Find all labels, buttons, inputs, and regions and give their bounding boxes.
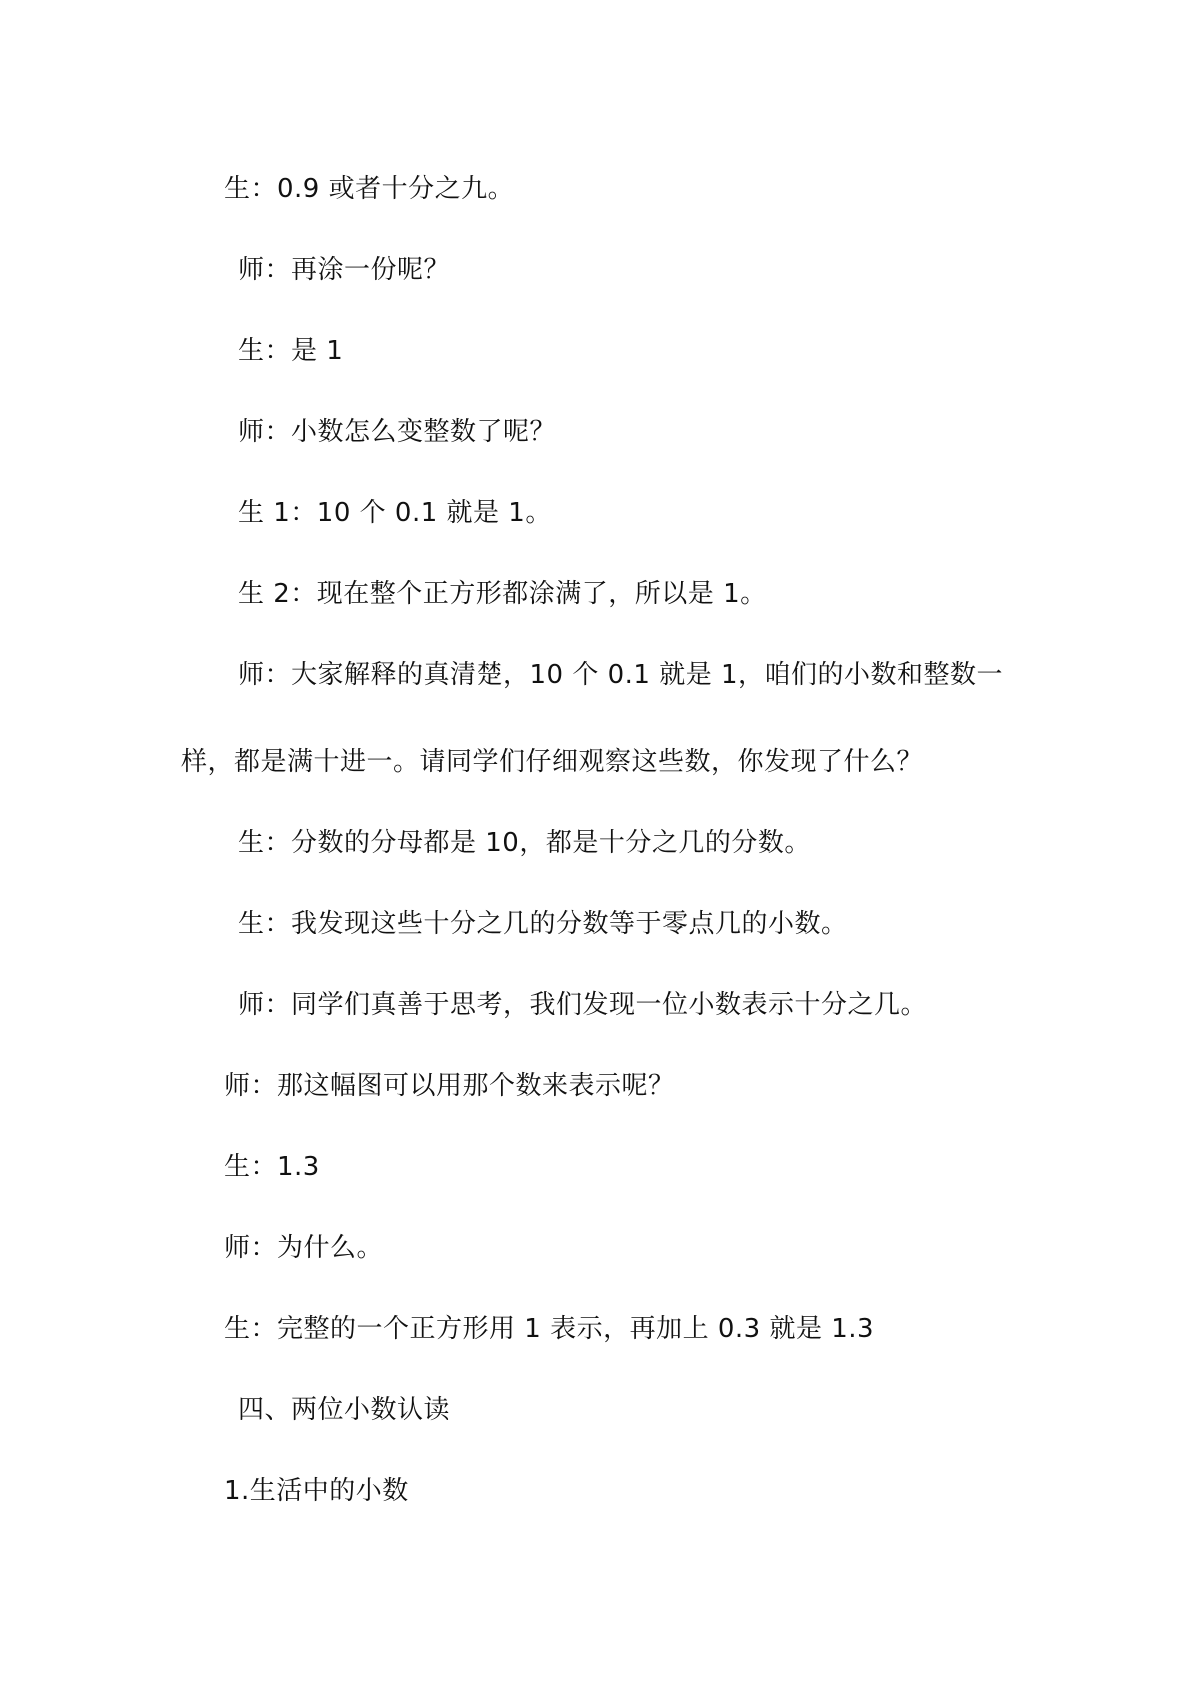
dialogue-line-teacher: 师：为什么。 (224, 1233, 384, 1263)
dialogue-line-continuation: 样，都是满十进一。请同学们仔细观察这些数，你发现了什么？ (181, 747, 924, 777)
dialogue-line-teacher: 师：同学们真善于思考，我们发现一位小数表示十分之几。 (238, 990, 928, 1020)
dialogue-line-student: 生：1.3 (224, 1152, 320, 1182)
dialogue-line-teacher: 师：再涂一份呢？ (238, 255, 451, 285)
dialogue-line-student: 生：0.9 或者十分之九。 (224, 174, 515, 204)
section-heading: 四、两位小数认读 (238, 1395, 451, 1425)
dialogue-line-student-1: 生 1：10 个 0.1 就是 1。 (238, 498, 552, 528)
dialogue-line-student-2: 生 2：现在整个正方形都涂满了，所以是 1。 (238, 579, 767, 609)
dialogue-line-student: 生：分数的分母都是 10，都是十分之几的分数。 (238, 828, 811, 858)
dialogue-line-teacher: 师：小数怎么变整数了呢？ (238, 417, 557, 447)
dialogue-line-student: 生：是 1 (238, 336, 344, 366)
dialogue-line-teacher: 师：那这幅图可以用那个数来表示呢？ (224, 1071, 675, 1101)
subsection-heading: 1.生活中的小数 (224, 1476, 409, 1506)
dialogue-line-teacher: 师：大家解释的真清楚，10 个 0.1 就是 1，咱们的小数和整数一 (238, 660, 1004, 690)
dialogue-line-student: 生：我发现这些十分之几的分数等于零点几的小数。 (238, 909, 848, 939)
dialogue-line-student: 生：完整的一个正方形用 1 表示，再加上 0.3 就是 1.3 (224, 1314, 875, 1344)
